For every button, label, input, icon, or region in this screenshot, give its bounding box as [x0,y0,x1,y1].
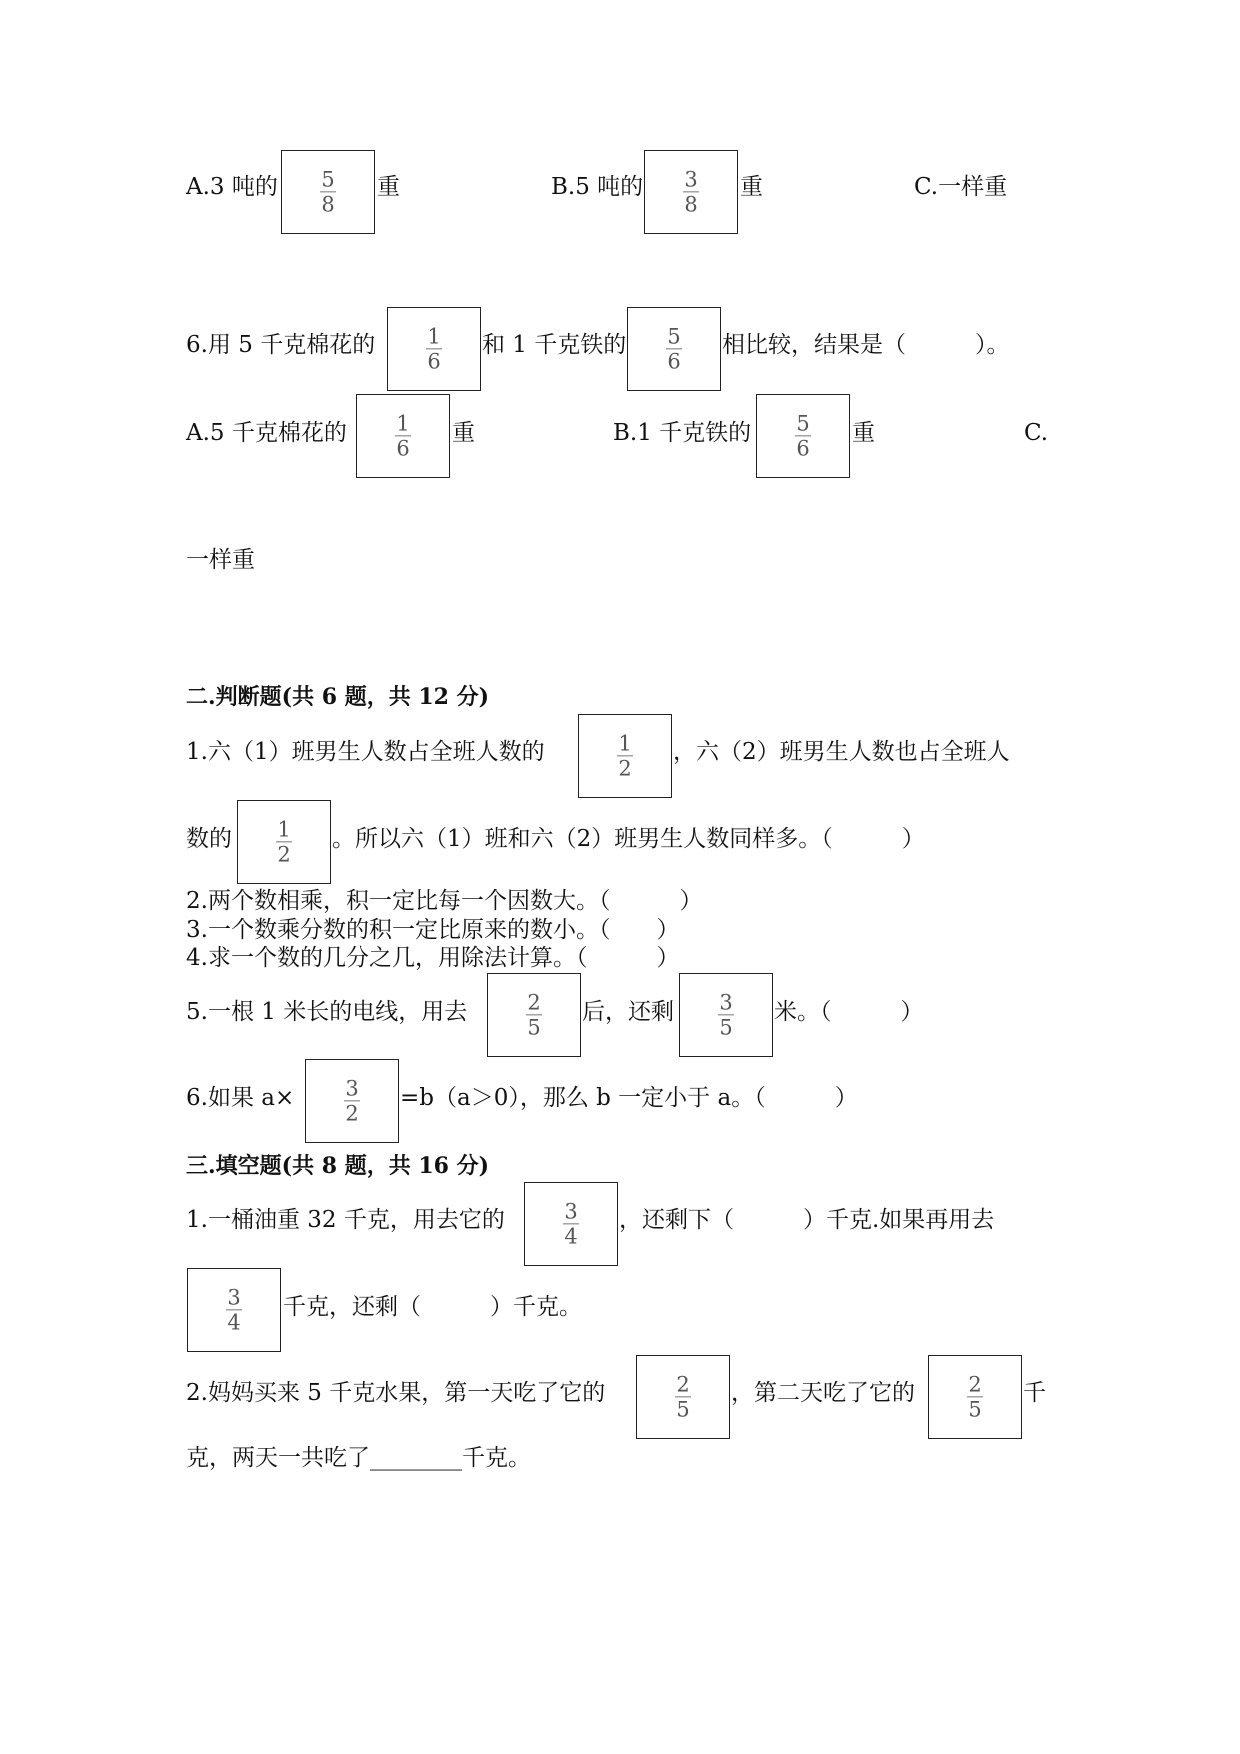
judge-q6-text-post: =b（a＞0），那么 b 一定小于 a。（ ） [400,1085,858,1111]
judge-q5-fraction-2 [679,973,773,1057]
numerator: 3 [564,1199,578,1224]
judge-q1-fraction-1 [578,714,672,798]
denominator: 2 [277,842,291,867]
numerator: 2 [527,990,541,1015]
judge-q5-fraction-1 [487,973,581,1057]
q5-option-b-text: B.5 吨的 [551,174,644,200]
numerator: 5 [796,411,810,436]
denominator: 5 [719,1015,733,1040]
fill-q1-text-mid: ，还剩下（ ）千克.如果再用去 [619,1207,995,1233]
denominator: 4 [564,1224,578,1249]
judge-q1-text-line2: 数的 [186,826,232,852]
fill-q2-fraction-1 [636,1355,730,1439]
judge-q5-text-mid: 后，还剩 [582,999,674,1025]
q5-option-c-text: C.一样重 [914,174,1008,200]
fill-q2-text-post: 千 [1023,1380,1046,1406]
numerator: 3 [345,1076,359,1101]
fill-q1-text: 1.一桶油重 32 千克，用去它的 [186,1207,505,1233]
q6-option-a-fraction [356,394,450,478]
denominator: 4 [227,1310,241,1335]
judge-q5-text-post: 米。（ ） [774,999,924,1025]
fill-q2-text-line2: 克，两天一共吃了________千克。 [186,1445,531,1471]
q6-option-c-text: 一样重 [186,547,255,573]
judge-q1-text: 1.六（1）班男生人数占全班人数的 [186,739,545,765]
denominator: 5 [968,1397,982,1422]
q6-text: 6.用 5 千克棉花的 [186,332,376,358]
fill-q2-fraction-2 [928,1355,1022,1439]
judge-q1-text-mid: ，六（2）班男生人数也占全班人 [673,739,1010,765]
numerator: 1 [618,731,632,756]
judge-q5-text: 5.一根 1 米长的电线，用去 [186,999,468,1025]
q6-text-post: 相比较，结果是（ ）。 [722,332,1010,358]
denominator: 6 [396,436,410,461]
q6-option-b-text: B.1 千克铁的 [613,420,752,446]
section-2-title: 二.判断题(共 6 题，共 12 分) [186,684,490,710]
q6-option-a-text: A.5 千克棉花的 [186,420,347,446]
q5-option-a-suffix: 重 [377,174,400,200]
judge-q1-fraction-2 [237,800,331,884]
q6-option-a-suffix: 重 [452,420,475,446]
q5-option-a-text: A.3 吨的 [186,174,278,200]
numerator: 2 [968,1372,982,1397]
judge-q6-text: 6.如果 a× [186,1085,295,1111]
denominator: 6 [667,349,681,374]
q5-option-a-fraction [281,150,375,234]
judge-q3-text: 3.一个数乘分数的积一定比原来的数小。（ ） [186,917,680,943]
denominator: 6 [796,436,810,461]
numerator: 1 [277,817,291,842]
judge-q4-text: 4.求一个数的几分之几，用除法计算。（ ） [186,945,680,971]
numerator: 3 [684,167,698,192]
numerator: 2 [676,1372,690,1397]
denominator: 5 [676,1397,690,1422]
numerator: 5 [321,167,335,192]
numerator: 5 [667,324,681,349]
q6-option-b-fraction [756,394,850,478]
numerator: 3 [719,990,733,1015]
judge-q2-text: 2.两个数相乘，积一定比每一个因数大。（ ） [186,888,703,914]
denominator: 8 [321,192,335,217]
numerator: 1 [396,411,410,436]
fill-q1-text-post: 千克，还剩（ ）千克。 [283,1294,582,1320]
q6-option-b-suffix: 重 [852,420,875,446]
fill-q1-fraction-2 [187,1268,281,1352]
judge-q1-text-post: 。所以六（1）班和六（2）班男生人数同样多。（ ） [332,826,925,852]
q6-option-c-label: C. [1024,420,1049,446]
fill-q2-text-mid: ，第二天吃了它的 [731,1380,915,1406]
fill-q2-text: 2.妈妈买来 5 千克水果，第一天吃了它的 [186,1380,606,1406]
denominator: 2 [345,1101,359,1126]
q6-fraction-2 [627,307,721,391]
judge-q6-fraction [305,1059,399,1143]
numerator: 3 [227,1285,241,1310]
denominator: 6 [427,349,441,374]
fill-q1-fraction-1 [524,1182,618,1266]
q5-option-b-fraction [644,150,738,234]
q5-option-b-suffix: 重 [740,174,763,200]
q6-text-mid: 和 1 千克铁的 [482,332,627,358]
section-3-title: 三.填空题(共 8 题，共 16 分) [186,1153,490,1179]
denominator: 5 [527,1015,541,1040]
numerator: 1 [427,324,441,349]
q6-fraction-1 [387,307,481,391]
denominator: 2 [618,756,632,781]
denominator: 8 [684,192,698,217]
